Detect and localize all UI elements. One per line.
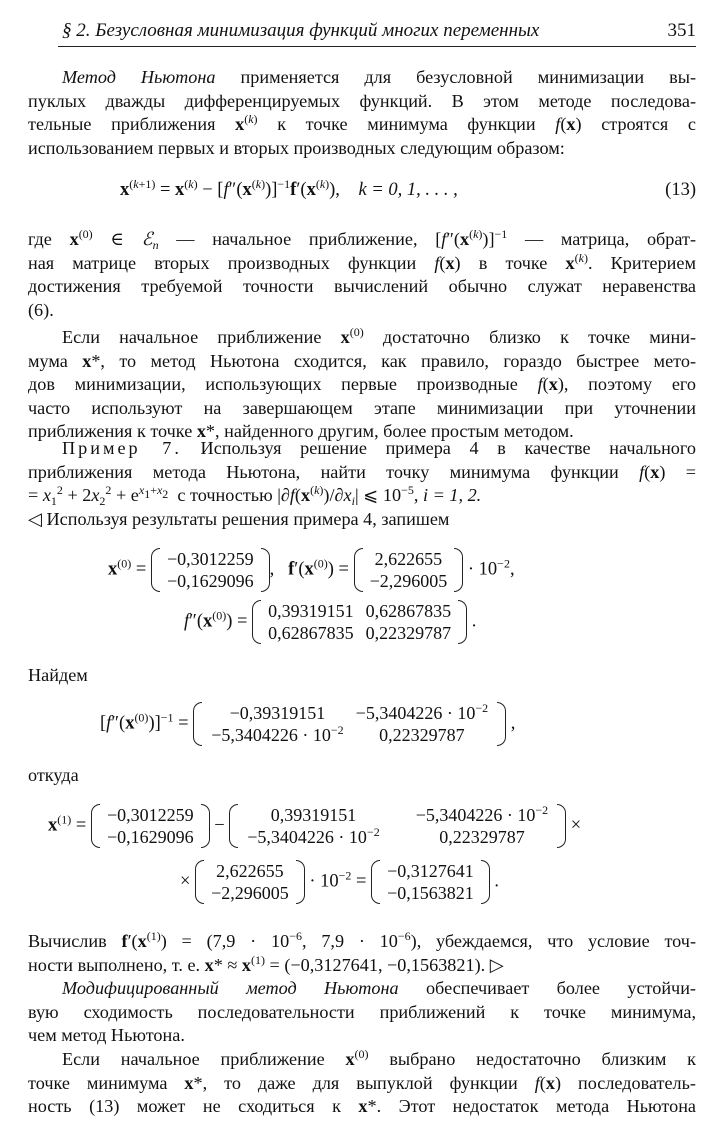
page-number: 351 [667,20,696,41]
paragraph-convergence: Если начальное приближение $x^{(0)}$ достаточно близко к точке мини- мума x*, то метод Ньютона сходится, как правило, гораздо быстрее мето- дов минимизации, использующих первые производные f(x), поэтому его часто используют на завершающем этапе минимизации при уточнении приближения к точке x*, найденного другим, более простым методом. [28,325,696,441]
paragraph-newton-method: Метод Ньютона применяется для безусловной минимизации вы- пуклых дважды дифференцируемых функций. В этом методе последова- тельные приближения $x^{(k)}$ к точке минимума функции f(x) строятся с использованием первых и вторых производных следующим образом: [28,67,696,158]
word-otkuda: откуда [28,765,79,785]
vector-x0-repeat: −0,3012259 −0,1629096 [91,804,210,848]
equation-hessian: $f''(x^{(0)})$ = 0,39319151 0,62867835 0,62867835 0,22329787 . [184,601,477,643]
running-header [28,20,696,48]
header-rule [58,46,696,47]
vector-x1: −0,3127641 −0,1563821 [371,860,490,904]
vector-gradient-repeat: 2,622655 −2,296005 [195,860,305,904]
paragraph-verification: Вычислив $f'(x^{(1)}) = (7,9 \cdot 10^{-6}$, $7,9 \cdot 10^{-6}$), убеждаемся, что условие точ- ности выполнено, т. е. $x* \approx x^{(1)} = (-0,3127641$, −0,1563821). ▷ [28,929,697,975]
equation-x1-part1: $x^{(1)}$ = −0,3012259 −0,1629096 − 0,39319151 $-5,3404226 \cdot 10^{-2}$ $-5,3404226 \cdot 10^{-2}$ 0,22329787 × [48,803,582,847]
paragraph-divergence: Если начальное приближение $x^{(0)}$ выбрано недостаточно близким к точке минимума x*, то даже для выпуклой функции f(x) последователь- ность (13) может не сходиться к x*. Этот недостаток метода Ньютона [28,1047,697,1116]
equation-x0-gradient: $x^{(0)}$ = −0,3012259 −0,1629096 , $f'(x^{(0)})$ = 2,622655 −2,296005 · $10^{-2}$, [108,549,515,591]
paragraph-initial-approx: где $x^{(0)}$ ∈ ℰ$_n$ — начальное приближение, $[f''(x^{(k)})]^{-1}$ — матрица, обрат- ная матрице вторых производных функции f(x) в точке $x^{(k)}$. Критерием достижения требуемой точности вычислений обычно служат неравенства (6). [28,227,697,320]
example-7: Пример 7. Используя решение примера 4 в качестве начального приближения метода Ньютона, найти точку минимума функции f(x) = = $x_1^2 + 2x_2^2 + e^{x_1+x_2}$ с точностью $|\partial f(x^{(k)})/\partial x_i|$ ⩽ $10^{-5}$, i = 1, 2. ◁ Используя результаты решения примера 4, запишем [28,438,697,529]
term-modified-newton: Модифицированный метод Ньютона [62,978,399,998]
equation-number: (13) [665,180,696,200]
word-najdem: Найдем [28,665,88,685]
equation-13: $x^{(k+1)} = x^{(k)} - [f''(x^{(k)})]^{-1}f'(x^{(k)})$, k = 0, 1, . . . , [120,177,458,200]
matrix-hessian: 0,39319151 0,62867835 0,62867835 0,22329787 [252,600,467,644]
example-label: Пример 7. [62,438,182,458]
matrix-inverse-hessian-repeat: 0,39319151 $-5,3404226 \cdot 10^{-2}$ $-5,3404226 \cdot 10^{-2}$ 0,22329787 [229,804,566,848]
vector-x0: −0,3012259 −0,1629096 [151,548,270,592]
equation-inverse-hessian: $[f''(x^{(0)})]^{-1}$ = −0,39319151 $-5,3404226 \cdot 10^{-2}$ $-5,3404226 \cdot 10^{-2}$ 0,22329787 , [100,701,516,745]
paragraph-modified-newton: Модифицированный метод Ньютона обеспечивает более устойчи- вую сходимость последовательности приближений к точке минимума, чем метод Ньютона. [28,978,696,1045]
term-newton: Метод Ньютона [62,67,216,87]
matrix-inverse-hessian: −0,39319151 $-5,3404226 \cdot 10^{-2}$ $-5,3404226 \cdot 10^{-2}$ 0,22329787 [193,702,506,746]
equation-x1-part2: × 2,622655 −2,296005 · $10^{-2}$ = −0,3127641 −0,1563821 . [180,861,500,903]
header-title: § 2. Безусловная минимизация функций многих переменных [62,20,540,41]
vector-gradient-x0: 2,622655 −2,296005 [354,548,464,592]
